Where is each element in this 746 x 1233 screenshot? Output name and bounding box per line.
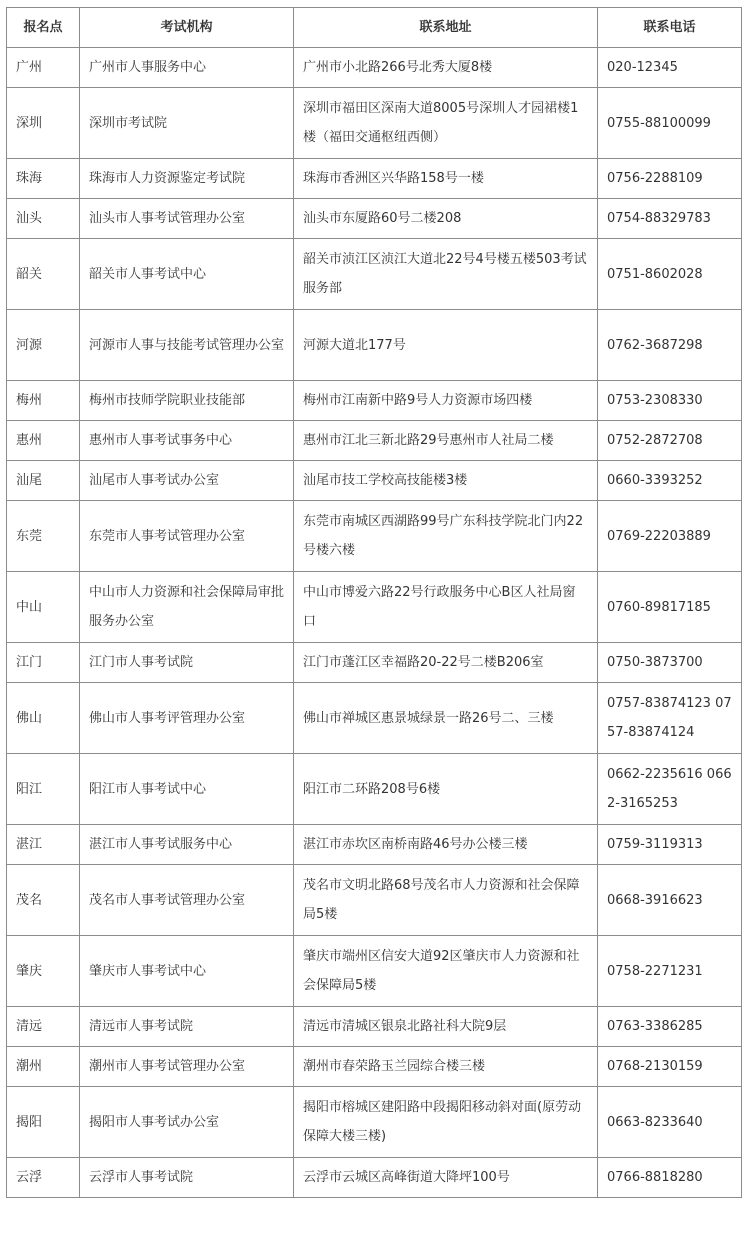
cell-city: 汕头 — [7, 199, 80, 239]
cell-phone: 0755-88100099 — [598, 88, 742, 159]
cell-city: 惠州 — [7, 421, 80, 461]
cell-org: 中山市人力资源和社会保障局审批服务办公室 — [80, 572, 294, 643]
table-row — [7, 310, 742, 381]
cell-org: 肇庆市人事考试中心 — [80, 936, 294, 1007]
cell-address: 潮州市春荣路玉兰园综合楼三楼 — [294, 1047, 598, 1087]
cell-phone: 0766-8818280 — [598, 1158, 742, 1198]
cell-address: 河源大道北177号 — [294, 310, 598, 381]
cell-phone: 0760-89817185 — [598, 572, 742, 643]
cell-org: 湛江市人事考试服务中心 — [80, 825, 294, 865]
cell-address: 广州市小北路266号北秀大厦8楼 — [294, 48, 598, 88]
table-row — [7, 1158, 742, 1198]
cell-org: 汕尾市人事考试办公室 — [80, 461, 294, 501]
cell-phone: 0757-83874123 0757-83874124 — [598, 683, 742, 754]
header-phone: 联系电话 — [598, 8, 742, 48]
cell-address: 深圳市福田区深南大道8005号深圳人才园裙楼1楼（福田交通枢纽西侧） — [294, 88, 598, 159]
cell-address: 云浮市云城区高峰街道大降坪100号 — [294, 1158, 598, 1198]
table-body — [7, 48, 742, 1198]
cell-address: 佛山市禅城区惠景城绿景一路26号二、三楼 — [294, 683, 598, 754]
cell-phone: 0762-3687298 — [598, 310, 742, 381]
cell-address: 东莞市南城区西湖路99号广东科技学院北门内22号楼六楼 — [294, 501, 598, 572]
cell-org: 河源市人事与技能考试管理办公室 — [80, 310, 294, 381]
cell-phone: 0668-3916623 — [598, 865, 742, 936]
cell-org: 汕头市人事考试管理办公室 — [80, 199, 294, 239]
cell-address: 肇庆市端州区信安大道92区肇庆市人力资源和社会保障局5楼 — [294, 936, 598, 1007]
cell-phone: 0758-2271231 — [598, 936, 742, 1007]
cell-city: 湛江 — [7, 825, 80, 865]
cell-city: 潮州 — [7, 1047, 80, 1087]
cell-city: 韶关 — [7, 239, 80, 310]
table-row — [7, 683, 742, 754]
cell-org: 佛山市人事考评管理办公室 — [80, 683, 294, 754]
cell-phone: 0750-3873700 — [598, 643, 742, 683]
cell-org: 揭阳市人事考试办公室 — [80, 1087, 294, 1158]
cell-city: 清远 — [7, 1007, 80, 1047]
cell-phone: 0663-8233640 — [598, 1087, 742, 1158]
cell-org: 梅州市技师学院职业技能部 — [80, 381, 294, 421]
cell-org: 阳江市人事考试中心 — [80, 754, 294, 825]
table-row — [7, 572, 742, 643]
cell-city: 肇庆 — [7, 936, 80, 1007]
exam-contact-table — [6, 7, 742, 1198]
cell-org: 清远市人事考试院 — [80, 1007, 294, 1047]
cell-org: 江门市人事考试院 — [80, 643, 294, 683]
page-container — [6, 7, 742, 1198]
table-row — [7, 865, 742, 936]
table-row — [7, 421, 742, 461]
cell-address: 揭阳市榕城区建阳路中段揭阳移动斜对面(原劳动保障大楼三楼) — [294, 1087, 598, 1158]
cell-city: 阳江 — [7, 754, 80, 825]
cell-phone: 0662-2235616 0662-3165253 — [598, 754, 742, 825]
cell-phone: 0754-88329783 — [598, 199, 742, 239]
cell-city: 汕尾 — [7, 461, 80, 501]
cell-org: 云浮市人事考试院 — [80, 1158, 294, 1198]
table-row — [7, 936, 742, 1007]
table-row — [7, 159, 742, 199]
cell-city: 广州 — [7, 48, 80, 88]
table-header-row — [7, 8, 742, 48]
cell-address: 珠海市香洲区兴华路158号一楼 — [294, 159, 598, 199]
cell-phone: 0763-3386285 — [598, 1007, 742, 1047]
cell-city: 深圳 — [7, 88, 80, 159]
cell-city: 江门 — [7, 643, 80, 683]
cell-phone: 0756-2288109 — [598, 159, 742, 199]
cell-org: 东莞市人事考试管理办公室 — [80, 501, 294, 572]
cell-address: 中山市博爱六路22号行政服务中心B区人社局窗口 — [294, 572, 598, 643]
cell-phone: 0759-3119313 — [598, 825, 742, 865]
cell-address: 江门市蓬江区幸福路20-22号二楼B206室 — [294, 643, 598, 683]
table-row — [7, 1087, 742, 1158]
cell-city: 佛山 — [7, 683, 80, 754]
header-address: 联系地址 — [294, 8, 598, 48]
cell-phone: 0768-2130159 — [598, 1047, 742, 1087]
cell-address: 阳江市二环路208号6楼 — [294, 754, 598, 825]
cell-org: 深圳市考试院 — [80, 88, 294, 159]
cell-city: 中山 — [7, 572, 80, 643]
table-row — [7, 239, 742, 310]
header-city: 报名点 — [7, 8, 80, 48]
table-row — [7, 501, 742, 572]
cell-city: 茂名 — [7, 865, 80, 936]
cell-phone: 020-12345 — [598, 48, 742, 88]
cell-phone: 0753-2308330 — [598, 381, 742, 421]
cell-org: 潮州市人事考试管理办公室 — [80, 1047, 294, 1087]
cell-phone: 0660-3393252 — [598, 461, 742, 501]
cell-address: 汕头市东厦路60号二楼208 — [294, 199, 598, 239]
cell-address: 湛江市赤坎区南桥南路46号办公楼三楼 — [294, 825, 598, 865]
table-row — [7, 199, 742, 239]
cell-org: 惠州市人事考试事务中心 — [80, 421, 294, 461]
table-row — [7, 381, 742, 421]
table-row — [7, 88, 742, 159]
cell-org: 珠海市人力资源鉴定考试院 — [80, 159, 294, 199]
table-row — [7, 461, 742, 501]
cell-address: 汕尾市技工学校高技能楼3楼 — [294, 461, 598, 501]
table-row — [7, 825, 742, 865]
cell-org: 广州市人事服务中心 — [80, 48, 294, 88]
table-row — [7, 754, 742, 825]
cell-address: 梅州市江南新中路9号人力资源市场四楼 — [294, 381, 598, 421]
header-org: 考试机构 — [80, 8, 294, 48]
table-row — [7, 1007, 742, 1047]
cell-org: 韶关市人事考试中心 — [80, 239, 294, 310]
table-row — [7, 643, 742, 683]
cell-org: 茂名市人事考试管理办公室 — [80, 865, 294, 936]
cell-address: 清远市清城区银泉北路社科大院9层 — [294, 1007, 598, 1047]
table-row — [7, 48, 742, 88]
cell-phone: 0752-2872708 — [598, 421, 742, 461]
cell-city: 揭阳 — [7, 1087, 80, 1158]
cell-city: 云浮 — [7, 1158, 80, 1198]
cell-address: 茂名市文明北路68号茂名市人力资源和社会保障局5楼 — [294, 865, 598, 936]
cell-phone: 0769-22203889 — [598, 501, 742, 572]
cell-city: 珠海 — [7, 159, 80, 199]
cell-address: 惠州市江北三新北路29号惠州市人社局二楼 — [294, 421, 598, 461]
table-row — [7, 1047, 742, 1087]
cell-city: 河源 — [7, 310, 80, 381]
cell-city: 东莞 — [7, 501, 80, 572]
cell-city: 梅州 — [7, 381, 80, 421]
cell-address: 韶关市浈江区浈江大道北22号4号楼五楼503考试服务部 — [294, 239, 598, 310]
cell-phone: 0751-8602028 — [598, 239, 742, 310]
